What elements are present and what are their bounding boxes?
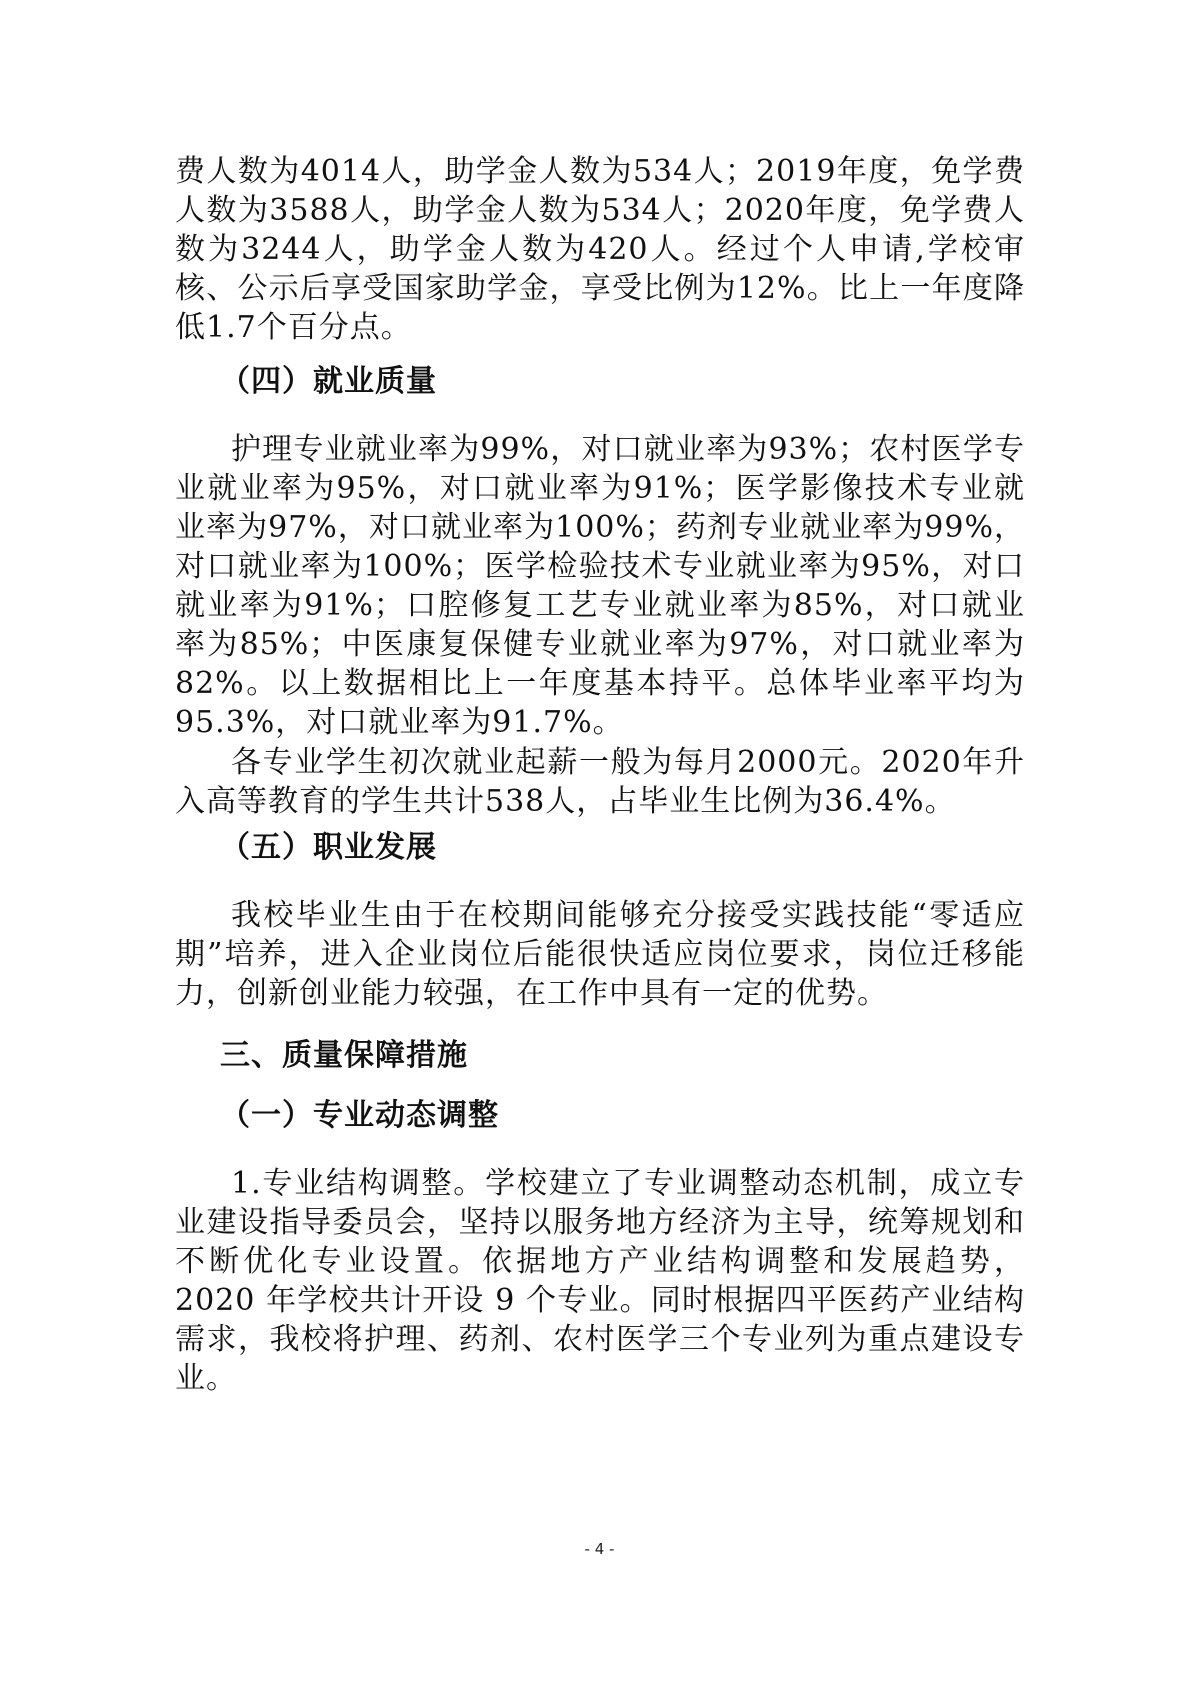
paragraph-career-advantage: 我校毕业生由于在校期间能够充分接受实践技能“零适应期”培养，进入企业岗位后能很快适应岗位要求，岗位迁移能力，创新创业能力较强，在工作中具有一定的优势。 [175, 898, 1025, 1011]
paragraph-financial-aid: 费人数为4014人，助学金人数为534人；2019年度，免学费人数为3588人，助学金人数为534人；2020年度，免学费人数为3244人，助学金人数为420人。经过个人申请,学校审核、公示后享受国家助学金，享受比例为12%。比上一年度降低1.7个百分点。 [175, 154, 1025, 345]
page-number: - 4 - [584, 1540, 615, 1558]
paragraph-starting-salary: 各专业学生初次就业起薪一般为每月2000元。2020年升入高等教育的学生共计538人，占毕业生比例为36.4%。 [175, 745, 1025, 819]
paragraph-major-structure: 1.专业结构调整。学校建立了专业调整动态机制，成立专业建设指导委员会，坚持以服务地方经济为主导，统筹规划和不断优化专业设置。依据地方产业结构调整和发展趋势，2020 年学校共计开设 9 个专业。同时根据四平医药产业结构需求，我校将护理、药剂、农村医学三个专业列为重点建设专业。 [175, 1166, 1025, 1396]
heading-employment-quality: （四）就业质量 [220, 364, 437, 399]
heading-major-adjustment: （一）专业动态调整 [220, 1098, 499, 1133]
heading-quality-assurance: 三、质量保障措施 [220, 1038, 468, 1073]
heading-career-development: （五）职业发展 [220, 830, 437, 865]
paragraph-employment-rates: 护理专业就业率为99%，对口就业率为93%；农村医学专业就业率为95%，对口就业率为91%；医学影像技术专业就业率为97%，对口就业率为100%；药剂专业就业率为99%，对口就业率为100%；医学检验技术专业就业率为95%，对口就业率为91%；口腔修复工艺专业就业率为85%，对口就业率为85%；中医康复保健专业就业率为97%，对口就业率为82%。以上数据相比上一年度基本持平。总体毕业率平均为95.3%，对口就业率为91.7%。 [175, 432, 1025, 740]
